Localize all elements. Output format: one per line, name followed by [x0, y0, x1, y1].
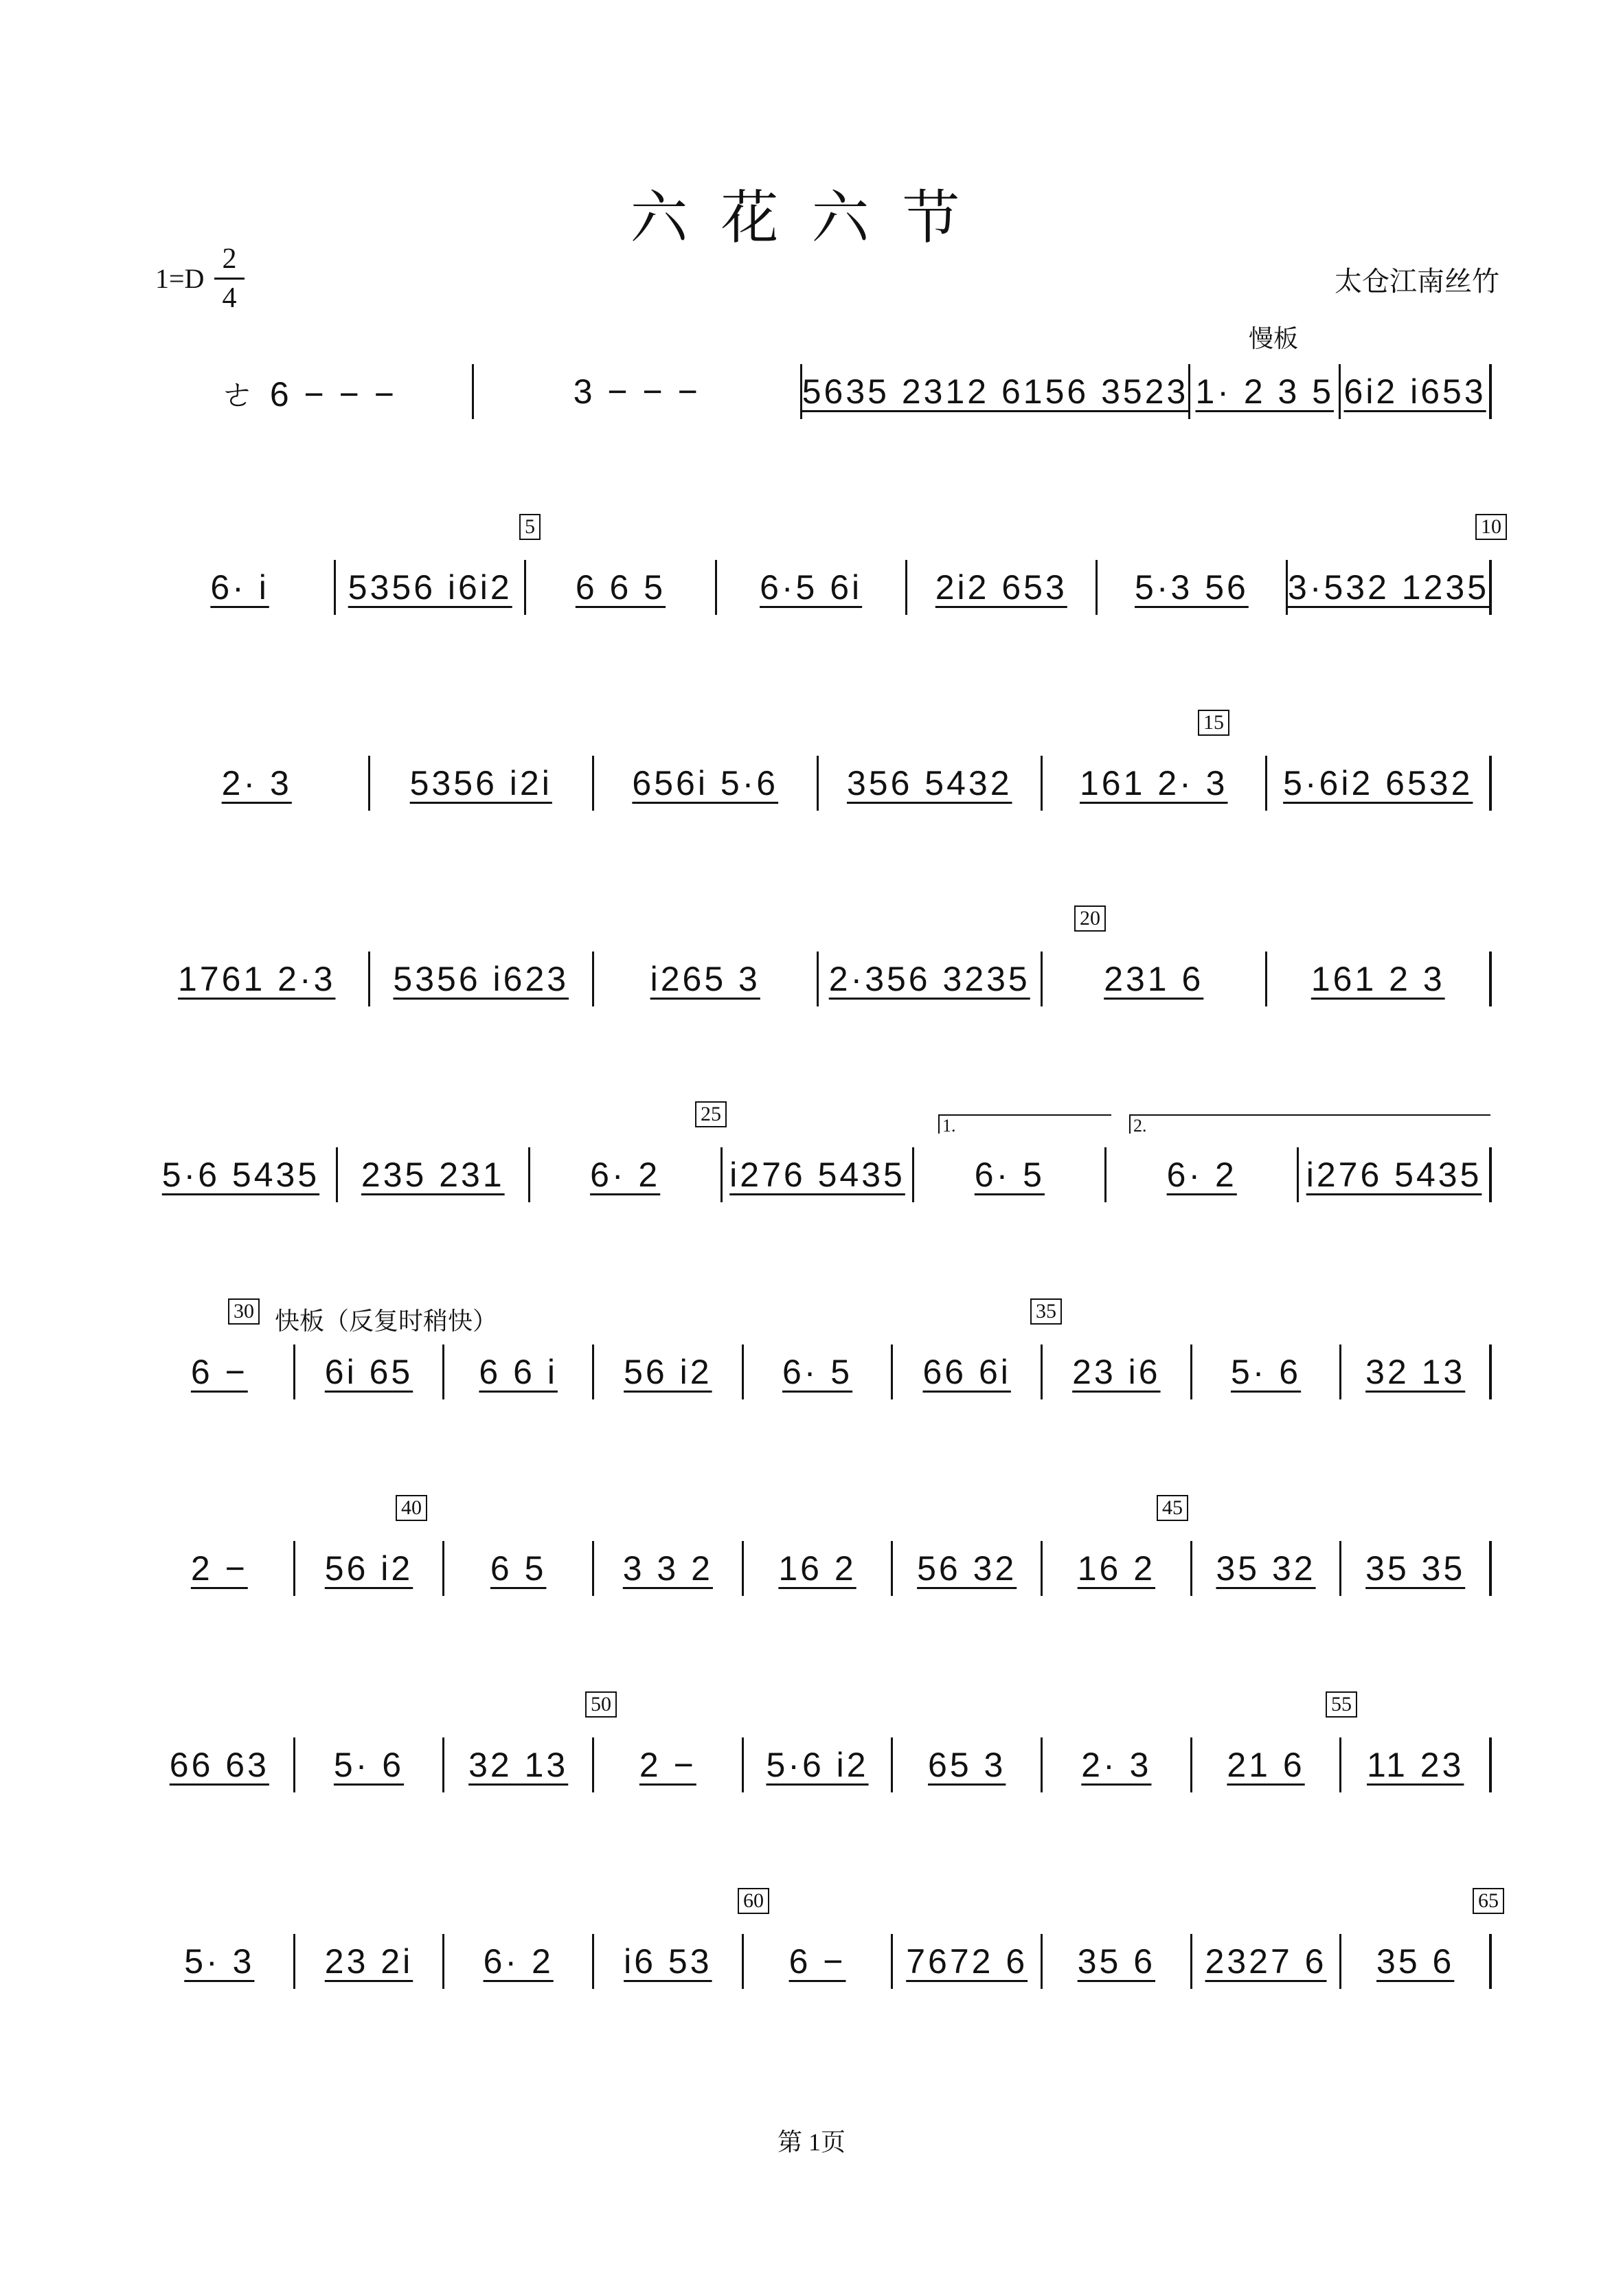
score-line [146, 931, 1492, 1027]
bar-number: 10 [1475, 514, 1507, 540]
measure: 2· 3 [146, 756, 370, 811]
measure: 35 35 [1341, 1541, 1492, 1596]
bar-number: 20 [1074, 905, 1106, 932]
composer: 太仓江南丝竹 [1335, 266, 1499, 297]
bar-number: 15 [1198, 710, 1229, 736]
measure: 6 − [146, 1344, 295, 1399]
measure: 6· 5 [914, 1147, 1106, 1202]
measure: 6 6 i [444, 1344, 594, 1399]
measure: 2i2 653 [907, 560, 1098, 615]
measure: 2 − [594, 1737, 744, 1792]
measure: 5·6i2 6532 [1267, 756, 1493, 811]
score-line [146, 1127, 1492, 1223]
measure: 235 231 [338, 1147, 530, 1202]
measure: 6 5 [444, 1541, 594, 1596]
measure: 5· 6 [1192, 1344, 1342, 1399]
score-line [146, 344, 1492, 440]
measure: 231 6 [1043, 952, 1267, 1006]
bar-number: 45 [1157, 1495, 1188, 1521]
volta-second-ending: 2. [1129, 1114, 1490, 1134]
time-signature-top: 2 [222, 243, 237, 275]
measure: 35 6 [1043, 1934, 1192, 1989]
measure: 2· 3 [1043, 1737, 1192, 1792]
measure: 6· 2 [530, 1147, 723, 1202]
measure: 66 63 [146, 1737, 295, 1792]
measure: 5356 i6i2 [336, 560, 526, 615]
measure: 5356 i623 [370, 952, 595, 1006]
measure: 32 13 [1341, 1344, 1492, 1399]
measure: 5· 6 [295, 1737, 445, 1792]
measure: i276 5435 [1299, 1147, 1492, 1202]
measure: 11 23 [1341, 1737, 1492, 1792]
bar-number: 25 [695, 1101, 727, 1127]
measure: 2 − [146, 1541, 295, 1596]
measure: 5·6 5435 [146, 1147, 338, 1202]
measure: 56 32 [893, 1541, 1043, 1596]
bar-number: 60 [738, 1888, 769, 1914]
measure: 16 2 [1043, 1541, 1192, 1596]
measure: 23 i6 [1043, 1344, 1192, 1399]
measure: 35 32 [1192, 1541, 1342, 1596]
measure: ㄜ 6 − − − [146, 364, 474, 419]
measure: 35 6 [1341, 1934, 1492, 1989]
time-signature-bottom: 4 [222, 282, 237, 314]
measure: 3 3 2 [594, 1541, 744, 1596]
score-line [146, 1913, 1492, 2010]
key-signature: 1=D [155, 263, 205, 294]
measure: 5·6 i2 [744, 1737, 894, 1792]
measure: i265 3 [594, 952, 819, 1006]
measure: 3 − − − [474, 364, 802, 419]
bar-number: 65 [1473, 1888, 1504, 1914]
time-signature [214, 242, 245, 315]
measure: 56 i2 [295, 1541, 445, 1596]
bar-number: 5 [519, 514, 541, 540]
page-number: 第 1页 [777, 2128, 845, 2156]
measure: 656i 5·6 [594, 756, 819, 811]
measure: 161 2· 3 [1043, 756, 1267, 811]
bar-number: 30 [228, 1298, 260, 1325]
tempo-fast: 快板（反复时稍快） [275, 1307, 498, 1336]
volta-first-ending: 1. [938, 1114, 1111, 1134]
measure: 2·356 3235 [819, 952, 1043, 1006]
measure: 1761 2·3 [146, 952, 370, 1006]
page-title: 六花六节 [630, 184, 993, 251]
measure: 6i2 i653 [1341, 364, 1492, 419]
measure: 6 6 5 [526, 560, 716, 615]
measure: 1· 2 3 5 [1190, 364, 1341, 419]
measure: 6· 2 [1106, 1147, 1299, 1202]
bar-number: 40 [396, 1495, 427, 1521]
tempo-slow: 慢板 [1249, 325, 1299, 353]
measure: 2327 6 [1192, 1934, 1342, 1989]
measure: 6 − [744, 1934, 894, 1989]
measure: 5·3 56 [1098, 560, 1288, 615]
measure: 356 5432 [819, 756, 1043, 811]
measure: 6·5 6i [717, 560, 907, 615]
score-line [146, 735, 1492, 831]
score-line [146, 1324, 1492, 1420]
measure: i276 5435 [723, 1147, 915, 1202]
measure: i6 53 [594, 1934, 744, 1989]
measure: 161 2 3 [1267, 952, 1493, 1006]
measure: 23 2i [295, 1934, 445, 1989]
measure: 66 6i [893, 1344, 1043, 1399]
score-line [146, 1717, 1492, 1813]
measure: 6· 5 [744, 1344, 894, 1399]
measure: 56 i2 [594, 1344, 744, 1399]
bar-number: 50 [585, 1691, 617, 1718]
bar-number: 55 [1326, 1691, 1357, 1718]
measure: 5635 2312 6156 3523 [802, 364, 1191, 419]
measure: 5356 i2i [370, 756, 595, 811]
score-line [146, 539, 1492, 635]
measure: 6· 2 [444, 1934, 594, 1989]
measure: 65 3 [893, 1737, 1043, 1792]
measure: 6· i [146, 560, 336, 615]
bar-number: 35 [1030, 1298, 1062, 1325]
measure: 5· 3 [146, 1934, 295, 1989]
measure: 32 13 [444, 1737, 594, 1792]
measure: 3·532 1235 [1288, 560, 1492, 615]
measure: 6i 65 [295, 1344, 445, 1399]
measure: 16 2 [744, 1541, 894, 1596]
score-line [146, 1520, 1492, 1617]
measure: 21 6 [1192, 1737, 1342, 1792]
measure: 7672 6 [893, 1934, 1043, 1989]
